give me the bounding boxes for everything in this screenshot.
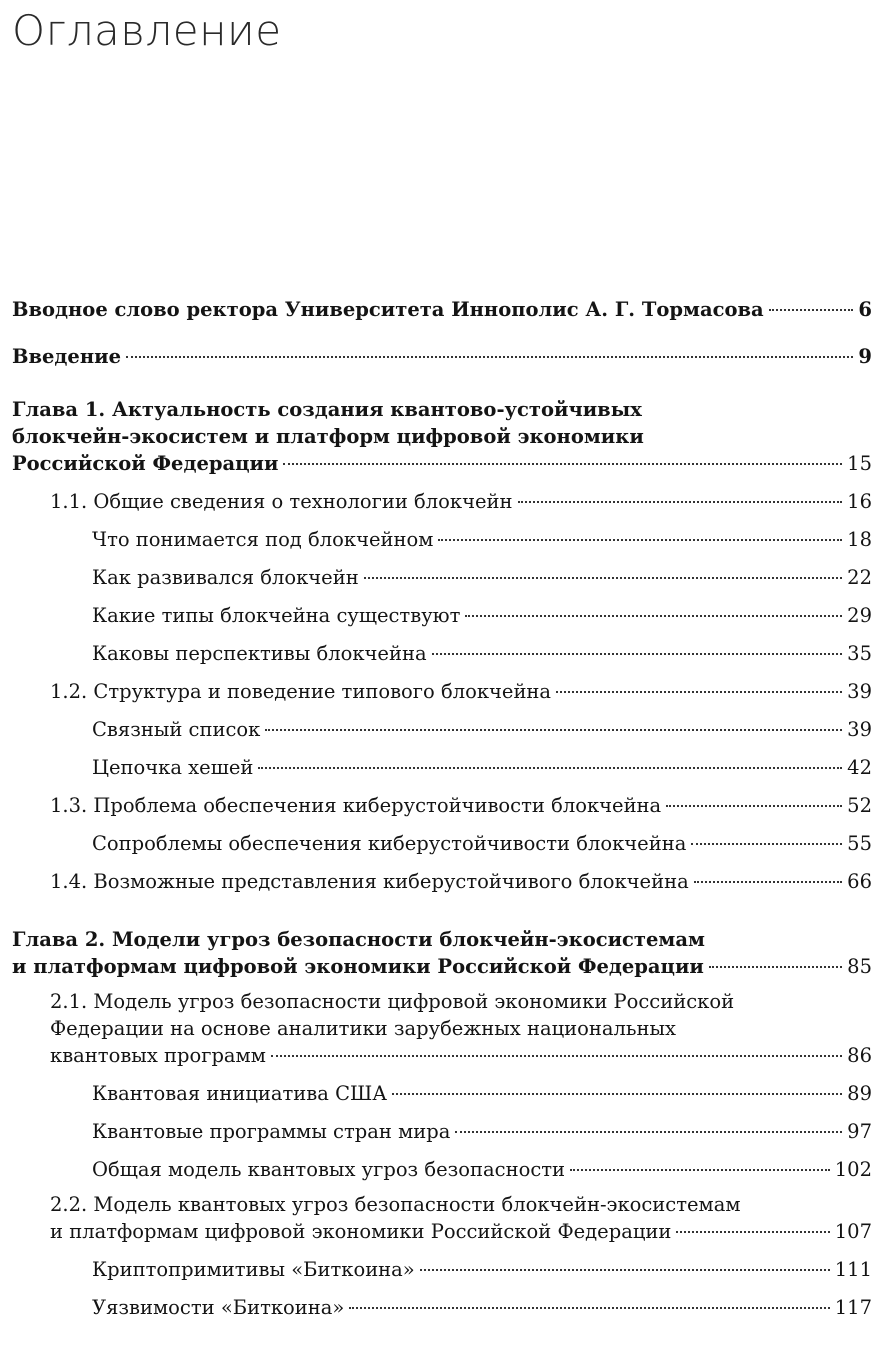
toc-page-number: 18	[847, 528, 872, 551]
toc-entry-subsection[interactable]	[12, 830, 872, 857]
dot-leader	[709, 966, 842, 968]
toc-page-number: 22	[847, 566, 872, 589]
toc-entry-text: 1.1. Общие сведения о технологии блокчейн	[50, 490, 513, 513]
toc-entry-subsection[interactable]	[12, 1294, 872, 1321]
toc-entry-subsection[interactable]	[12, 640, 872, 667]
toc-entry-text: 1.2. Структура и поведение типового блокчейна	[50, 680, 552, 703]
toc-entry-subsection[interactable]	[12, 564, 872, 591]
dot-leader	[283, 463, 842, 465]
dot-leader	[126, 356, 853, 358]
dot-leader	[465, 615, 842, 617]
toc-entry-text: Вводное слово ректора Университета Иннополис А. Г. Тормасова	[12, 298, 764, 321]
toc-page-number: 86	[847, 1044, 872, 1067]
dot-leader	[676, 1231, 829, 1233]
toc-entry-text: Уязвимости «Биткоина»	[92, 1296, 345, 1319]
dot-leader	[432, 653, 843, 655]
toc-entry-subsection[interactable]	[12, 1156, 872, 1183]
dot-leader	[694, 881, 842, 883]
toc-entry-text: и платформам цифровой экономики Российской Федерации	[50, 1220, 672, 1243]
dot-leader	[420, 1269, 830, 1271]
dot-leader	[364, 577, 842, 579]
toc-entry-text: Каковы перспективы блокчейна	[92, 642, 427, 665]
toc-entry-text: Что понимается под блокчейном	[92, 528, 434, 551]
toc-page-number: 9	[858, 345, 872, 368]
toc-entry-introduction[interactable]	[12, 343, 872, 370]
toc-entry-text: Сопроблемы обеспечения киберустойчивости блокчейна	[92, 832, 687, 855]
toc-entry-line: Глава 2. Модели угроз безопасности блокчейн-экосистемам	[12, 928, 705, 951]
toc-entry-text: 1.4. Возможные представления киберустойчивого блокчейна	[50, 870, 689, 893]
dot-leader	[392, 1093, 842, 1095]
dot-leader	[570, 1169, 830, 1171]
toc-entry-chapter-1[interactable]	[12, 396, 872, 477]
dot-leader	[556, 691, 842, 693]
dot-leader	[769, 309, 854, 311]
toc-page-number: 102	[834, 1158, 872, 1181]
toc-page-number: 66	[847, 870, 872, 893]
toc-entry-text: Какие типы блокчейна существуют	[92, 604, 461, 627]
dot-leader	[265, 729, 842, 731]
toc-entry-text: Введение	[12, 345, 121, 368]
toc-entry-line: Глава 1. Актуальность создания квантово-устойчивых	[12, 398, 642, 421]
toc-page-number: 42	[847, 756, 872, 779]
toc-entry-text: Цепочка хешей	[92, 756, 254, 779]
toc-entry-line: блокчейн-экосистем и платформ цифровой экономики	[12, 425, 644, 448]
toc-entry-subsection[interactable]	[12, 1080, 872, 1107]
toc-entry-text: Квантовая инициатива США	[92, 1082, 388, 1105]
toc-page-number: 89	[847, 1082, 872, 1105]
dot-leader	[258, 767, 842, 769]
toc-page-number: 117	[834, 1296, 872, 1319]
toc-entry-subsection[interactable]	[12, 526, 872, 553]
toc-entry-line: Федерации на основе аналитики зарубежных национальных	[50, 1017, 677, 1040]
dot-leader	[271, 1055, 842, 1057]
toc-entry-text: квантовых программ	[50, 1044, 266, 1067]
toc-entry-foreword[interactable]	[12, 296, 872, 323]
toc-page-number: 107	[834, 1220, 872, 1243]
toc-entry-section-1-2[interactable]	[12, 678, 872, 705]
toc-page-number: 35	[847, 642, 872, 665]
toc-page-number: 16	[847, 490, 872, 513]
dot-leader	[455, 1131, 842, 1133]
toc-page-number: 39	[847, 718, 872, 741]
toc-entry-chapter-2[interactable]	[12, 926, 872, 980]
page-title: Оглавление	[12, 6, 282, 55]
toc-entry-subsection[interactable]	[12, 754, 872, 781]
toc-entry-text: Российской Федерации	[12, 452, 279, 475]
toc-page-number: 85	[847, 955, 872, 978]
toc-page-number: 39	[847, 680, 872, 703]
toc-entry-subsection[interactable]	[12, 716, 872, 743]
toc-entry-line: 2.2. Модель квантовых угроз безопасности блокчейн-экосистемам	[50, 1193, 741, 1216]
table-of-contents	[12, 296, 872, 1321]
dot-leader	[349, 1307, 829, 1309]
toc-entry-subsection[interactable]	[12, 602, 872, 629]
toc-entry-text: Общая модель квантовых угроз безопасности	[92, 1158, 566, 1181]
toc-entry-section-2-1[interactable]	[12, 988, 872, 1069]
toc-page-number: 52	[847, 794, 872, 817]
toc-entry-line: 2.1. Модель угроз безопасности цифровой экономики Российской	[50, 990, 735, 1013]
toc-page-number: 55	[847, 832, 872, 855]
toc-entry-subsection[interactable]	[12, 1118, 872, 1145]
toc-page-number: 111	[834, 1258, 872, 1281]
toc-page-number: 97	[847, 1120, 872, 1143]
toc-entry-section-1-4[interactable]	[12, 868, 872, 895]
toc-entry-section-1-1[interactable]	[12, 488, 872, 515]
toc-page-number: 29	[847, 604, 872, 627]
toc-entry-subsection[interactable]	[12, 1256, 872, 1283]
toc-entry-text: Связный список	[92, 718, 261, 741]
toc-entry-text: и платформам цифровой экономики Российской Федерации	[12, 955, 704, 978]
toc-entry-text: 1.3. Проблема обеспечения киберустойчивости блокчейна	[50, 794, 662, 817]
dot-leader	[666, 805, 842, 807]
toc-page-number: 6	[858, 298, 872, 321]
toc-entry-text: Криптопримитивы «Биткоина»	[92, 1258, 415, 1281]
dot-leader	[691, 843, 842, 845]
toc-entry-text: Квантовые программы стран мира	[92, 1120, 451, 1143]
toc-entry-section-2-2[interactable]	[12, 1191, 872, 1245]
toc-page-number: 15	[847, 452, 872, 475]
dot-leader	[518, 501, 843, 503]
toc-entry-text: Как развивался блокчейн	[92, 566, 359, 589]
toc-entry-section-1-3[interactable]	[12, 792, 872, 819]
dot-leader	[438, 539, 842, 541]
